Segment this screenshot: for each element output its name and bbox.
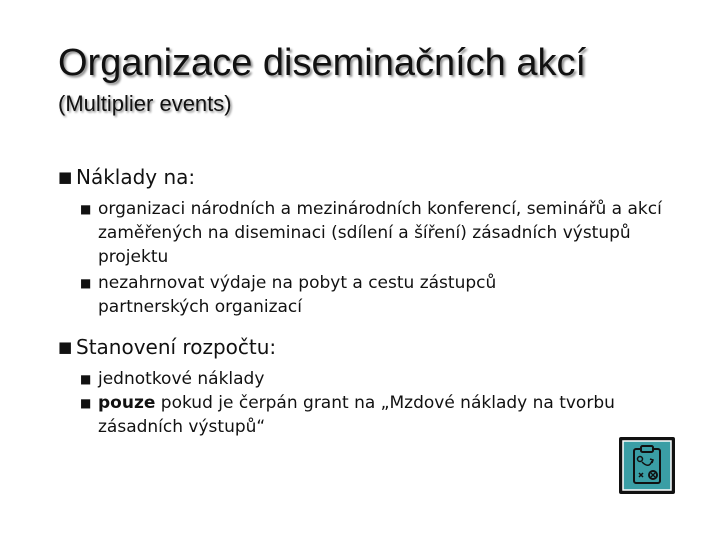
sub-bullet-text: nezahrnovat výdaje na pobyt a cestu zástupců partnerských organizací (98, 273, 497, 317)
sub-bullet-only-if (58, 391, 678, 439)
clipboard-strategy-icon (619, 437, 675, 494)
emphasis-only: pouze (98, 393, 156, 413)
budget-heading: Stanovení rozpočtu: (76, 335, 277, 359)
bullet-square-icon: ■ (80, 372, 92, 386)
bullet-square-icon: ■ (80, 202, 92, 216)
costs-heading: Náklady na: (76, 165, 196, 189)
sub-bullet-text: organizaci národních a mezinárodních konferencí, seminářů a akcí zaměřených na diseminaci (sdílení a šíření) zásadních výstupů projektu (98, 199, 662, 267)
sub-bullet-unit-costs (58, 367, 658, 391)
sub-bullet-conferences (58, 197, 668, 269)
slide-title: Organizace diseminačních akcí (58, 42, 587, 84)
slide-content (58, 163, 662, 439)
bullet-budget (58, 333, 658, 361)
bullet-square-icon: ■ (58, 338, 73, 356)
sub-bullet-text: pokud je čerpán grant na „Mzdové náklady na tvorbu zásadních výstupů“ (98, 393, 615, 437)
sub-bullet-text: jednotkové náklady (98, 369, 265, 389)
slide-subtitle: (Multiplier events) (58, 91, 232, 116)
bullet-costs (58, 163, 658, 191)
sub-bullet-exclude-travel (58, 271, 598, 319)
bullet-square-icon: ■ (80, 276, 92, 290)
bullet-square-icon: ■ (58, 168, 73, 186)
bullet-square-icon: ■ (80, 396, 92, 410)
